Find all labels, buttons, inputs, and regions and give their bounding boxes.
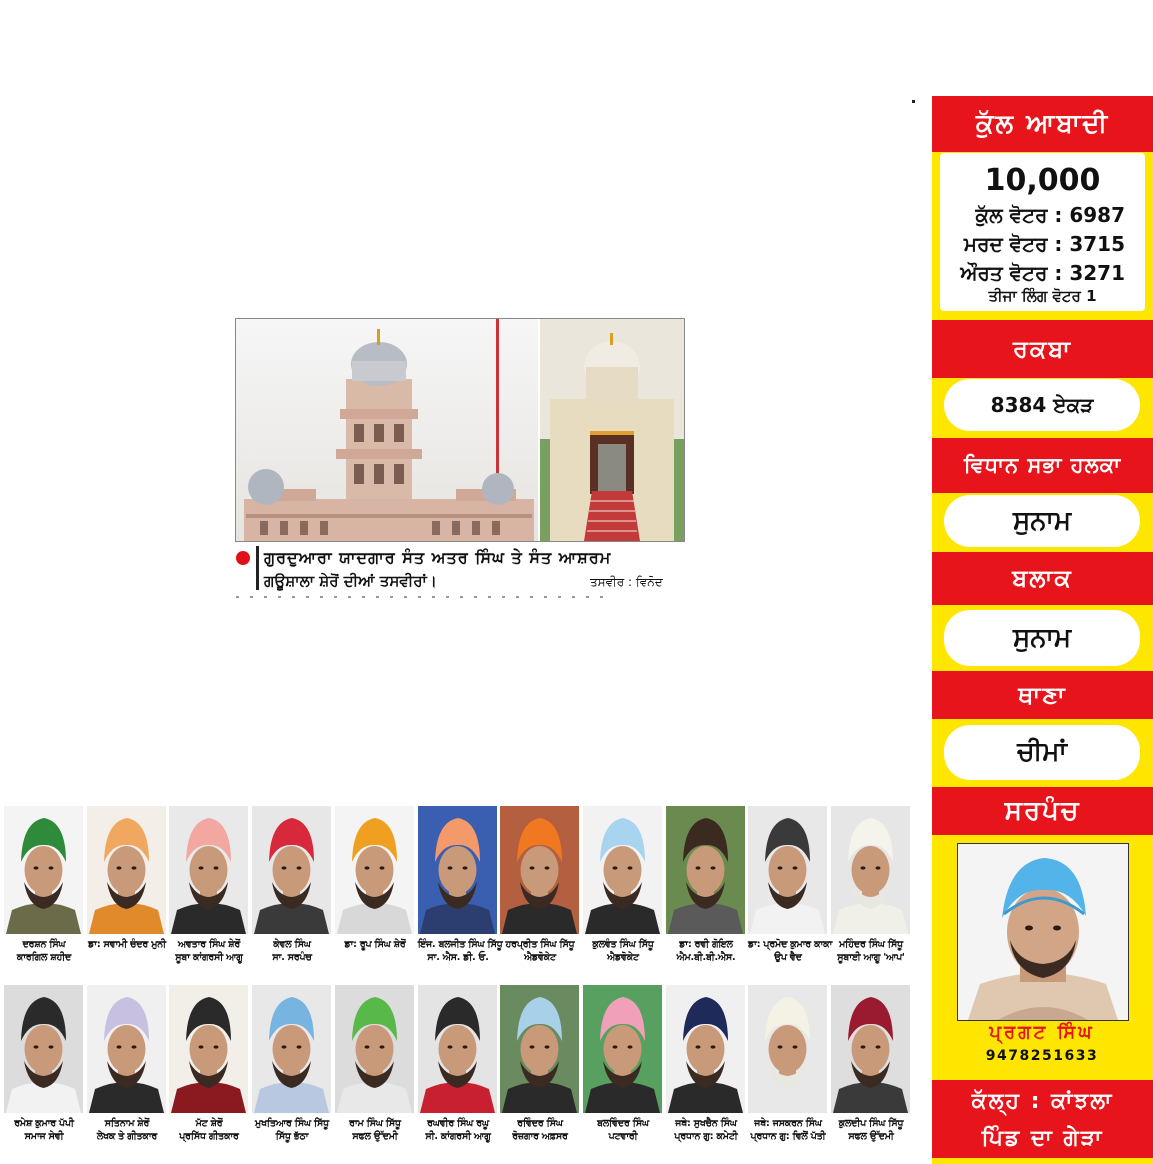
next-village-line: ਕੱਲ੍ਹ : ਕਾਂਝਲਾ	[971, 1089, 1114, 1114]
person-photo	[831, 985, 910, 1113]
sarpanch-header: ਸਰਪੰਚ	[932, 787, 1153, 835]
person-name: ਕੁਲਦੀਪ ਸਿੰਘ ਸਿੱਧੂ	[838, 1118, 904, 1129]
person-photo	[748, 806, 827, 934]
person-name: ਜਥੇ: ਸੁਖਚੈਨ ਸਿੰਘ	[675, 1118, 737, 1129]
person-name: ਮੁਖਤਿਆਰ ਸਿੰਘ ਸਿੱਧੂ	[255, 1118, 329, 1129]
person-card	[583, 985, 663, 1143]
photo-credit: ਤਸਵੀਰ : ਵਿਨੋਦ	[590, 575, 663, 589]
person-name: ਬਲਵਿੰਦਰ ਸਿੰਘ	[597, 1118, 649, 1129]
person-name: ਦਰਸ਼ਨ ਸਿੰਘ	[22, 939, 66, 950]
police-value: ਚੀਮਾਂ	[944, 725, 1140, 780]
person-card	[252, 806, 332, 964]
person-title: ਸਿੱਧੂ ਭੱਠਾ	[275, 1131, 309, 1142]
area-value: 8384 ਏਕੜ	[944, 379, 1140, 431]
third-gender-voters: ਤੀਜਾ ਲਿੰਗ ਵੋਟਰ 1	[988, 287, 1097, 305]
person-photo	[500, 806, 579, 934]
person-photo	[252, 985, 331, 1113]
person-title: ਲੇਖਕ ਤੇ ਗੀਤਕਾਰ	[96, 1131, 158, 1142]
person-photo	[666, 806, 745, 934]
person-photo	[748, 985, 827, 1113]
dot-mark	[912, 100, 915, 103]
person-photo	[169, 806, 248, 934]
person-photo	[583, 806, 662, 934]
police-header: ਥਾਣਾ	[932, 671, 1153, 719]
person-title: ਐਡਵੋਕੇਟ	[607, 952, 639, 963]
person-card	[4, 806, 84, 964]
person-title: ਸਾ. ਸਰਪੰਚ	[272, 952, 312, 963]
person-name: ਮਹਿੰਦਰ ਸਿੰਘ ਸਿੱਧੂ	[839, 939, 903, 950]
person-card	[831, 985, 911, 1143]
person-title: ਪ੍ਰਸਿੱਧ ਗੀਤਕਾਰ	[179, 1131, 239, 1142]
person-name: ਮੱਟ ਸ਼ੇਰੋਂ	[195, 1118, 223, 1129]
population-header: ਕੁੱਲ ਆਬਾਦੀ	[932, 96, 1153, 152]
person-name: ਜਥੇ: ਜਸਕਰਨ ਸਿੰਘ	[754, 1118, 822, 1129]
portrait-row-1	[4, 806, 916, 978]
person-photo	[583, 985, 662, 1113]
person-card	[169, 985, 249, 1143]
person-card	[418, 806, 503, 964]
person-card	[748, 806, 833, 964]
person-title: ਸਾ. ਐਸ. ਡੀ. ਓ.	[427, 952, 489, 963]
person-title: ਸੂਬਾ ਕਾਂਗਰਸੀ ਆਗੂ	[175, 952, 243, 963]
person-title: ਉਪ ਵੈਦ	[774, 952, 802, 963]
person-card	[335, 806, 415, 951]
total-voters: ਕੁੱਲ ਵੋਟਰ : 6987	[975, 203, 1125, 227]
person-name: ਰਘਵੀਰ ਸਿੰਘ ਰਘੂ	[427, 1118, 489, 1129]
faint-text-line	[236, 596, 606, 598]
person-photo	[500, 985, 579, 1113]
person-name: ਕੇਵਲ ਸਿੰਘ	[273, 939, 311, 950]
population-value: 10,000	[984, 163, 1101, 198]
person-card	[252, 985, 332, 1143]
person-photo	[418, 985, 497, 1113]
person-name: ਅਵਤਾਰ ਸਿੰਘ ਸ਼ੇਰੋਂ	[177, 939, 241, 950]
person-card	[666, 806, 746, 964]
person-photo	[831, 806, 910, 934]
person-photo	[87, 985, 166, 1113]
person-title: ਸਫਲ ਉੱਦਮੀ	[352, 1131, 398, 1142]
ashram-photo	[540, 319, 684, 541]
person-photo	[335, 806, 414, 934]
block-header: ਬਲਾਕ	[932, 552, 1153, 605]
person-photo	[335, 985, 414, 1113]
constituency-value: ਸੁਨਾਮ	[944, 495, 1140, 547]
person-title: ਕਾਰਗਿਲ ਸ਼ਹੀਦ	[16, 952, 72, 963]
person-name: ਡਾ: ਰੂਪ ਸਿੰਘ ਸ਼ੇਰੋਂ	[344, 939, 406, 950]
person-card	[87, 985, 167, 1143]
female-voters: ਔਰਤ ਵੋਟਰ : 3271	[960, 261, 1125, 285]
sarpanch-phone: 9478251633	[985, 1048, 1099, 1064]
person-title: ਪ੍ਰਧਾਨ ਗੁ: ਕਮੇਟੀ	[674, 1131, 738, 1142]
person-photo	[418, 806, 497, 934]
person-photo	[87, 806, 166, 934]
person-name: ਇੰਜ. ਬਲਜੀਤ ਸਿੰਘ ਸਿੱਧੂ	[418, 939, 503, 950]
population-stats	[940, 153, 1145, 311]
person-title: ਐਡਵੋਕੇਟ	[524, 952, 556, 963]
area-header: ਰਕਬਾ	[932, 320, 1153, 378]
person-card	[4, 985, 84, 1143]
person-name: ਰਾਮ ਸਿੰਘ ਸਿੱਧੂ	[349, 1118, 401, 1129]
photo-caption-line2: ਗਊਸ਼ਾਲਾ ਸ਼ੇਰੋਂ ਦੀਆਂ ਤਸਵੀਰਾਂ।	[264, 572, 437, 590]
person-card	[666, 985, 746, 1143]
person-name: ਰਵਿੰਦਰ ਸਿੰਘ	[517, 1118, 563, 1129]
person-title: ਸਫਲ ਉੱਦਮੀ	[848, 1131, 894, 1142]
person-title: ਪ੍ਰਧਾਨ ਗੁ: ਵਿਲੋਂ ਪੱਤੀ	[750, 1131, 826, 1142]
male-voters: ਮਰਦ ਵੋਟਰ : 3715	[963, 232, 1125, 256]
person-card	[500, 985, 580, 1143]
next-episode-banner	[932, 1080, 1153, 1158]
person-name: ਸਤਿਨਾਮ ਸ਼ੇਰੋਂ	[104, 1118, 150, 1129]
person-name: ਡਾ: ਪ੍ਰਮੋਦ ਕੁਮਾਰ ਕਾਕਾ	[748, 939, 833, 950]
constituency-header: ਵਿਧਾਨ ਸਭਾ ਹਲਕਾ	[932, 438, 1153, 493]
person-photo	[666, 985, 745, 1113]
person-title: ਰੋਜ਼ਗਾਰ ਅਫ਼ਸਰ	[512, 1131, 568, 1142]
person-name: ਕੁਲਵੰਤ ਸਿੰਘ ਸਿੱਧੂ	[592, 939, 654, 950]
portrait-row-2	[4, 985, 916, 1157]
caption-bullet-icon	[236, 551, 250, 565]
person-photo	[169, 985, 248, 1113]
block-value: ਸੁਨਾਮ	[944, 610, 1140, 666]
photo-caption-line1: ਗੁਰਦੁਆਰਾ ਯਾਦਗਾਰ ਸੰਤ ਅਤਰ ਸਿੰਘ ਤੇ ਸੰਤ ਆਸ਼ਰਮ	[264, 548, 612, 567]
person-card	[500, 806, 580, 964]
person-title: ਸਮਾਜ ਸੇਵੀ	[24, 1131, 64, 1142]
person-title: ਐਮ.ਬੀ.ਬੀ.ਐਸ.	[676, 952, 736, 963]
person-card	[87, 806, 167, 951]
article-photo	[235, 318, 685, 542]
sarpanch-photo	[957, 843, 1129, 1021]
person-card	[583, 806, 663, 964]
gurdwara-photo	[236, 319, 538, 541]
person-title: ਸੂਬਾਈ ਆਗੂ 'ਆਪ'	[837, 952, 905, 963]
person-photo	[4, 806, 83, 934]
person-card	[418, 985, 498, 1143]
person-card	[831, 806, 911, 964]
person-name: ਡਾ: ਰਵੀ ਗੋਇਲ	[679, 939, 733, 950]
caption-divider	[256, 546, 259, 590]
village-tour-line: ਪਿੰਡ ਦਾ ਗੇੜਾ	[981, 1126, 1104, 1151]
person-name: ਹਰਪ੍ਰੀਤ ਸਿੰਘ ਸਿੱਧੂ	[505, 939, 575, 950]
person-title: ਸੀ. ਕਾਂਗਰਸੀ ਆਗੂ	[425, 1131, 491, 1142]
sarpanch-name: ਪ੍ਰਗਟ ਸਿੰਘ	[989, 1022, 1095, 1043]
person-photo	[252, 806, 331, 934]
person-card	[335, 985, 415, 1143]
person-card	[748, 985, 828, 1143]
person-photo	[4, 985, 83, 1113]
person-name: ਰਮੇਸ਼ ਕੁਮਾਰ ਪੱਪੀ	[14, 1118, 74, 1129]
person-name: ਡਾ: ਸਵਾਮੀ ਚੰਦਰ ਮੁਨੀ	[88, 939, 166, 950]
person-card	[169, 806, 249, 964]
person-title: ਪਟਵਾਰੀ	[608, 1131, 638, 1142]
